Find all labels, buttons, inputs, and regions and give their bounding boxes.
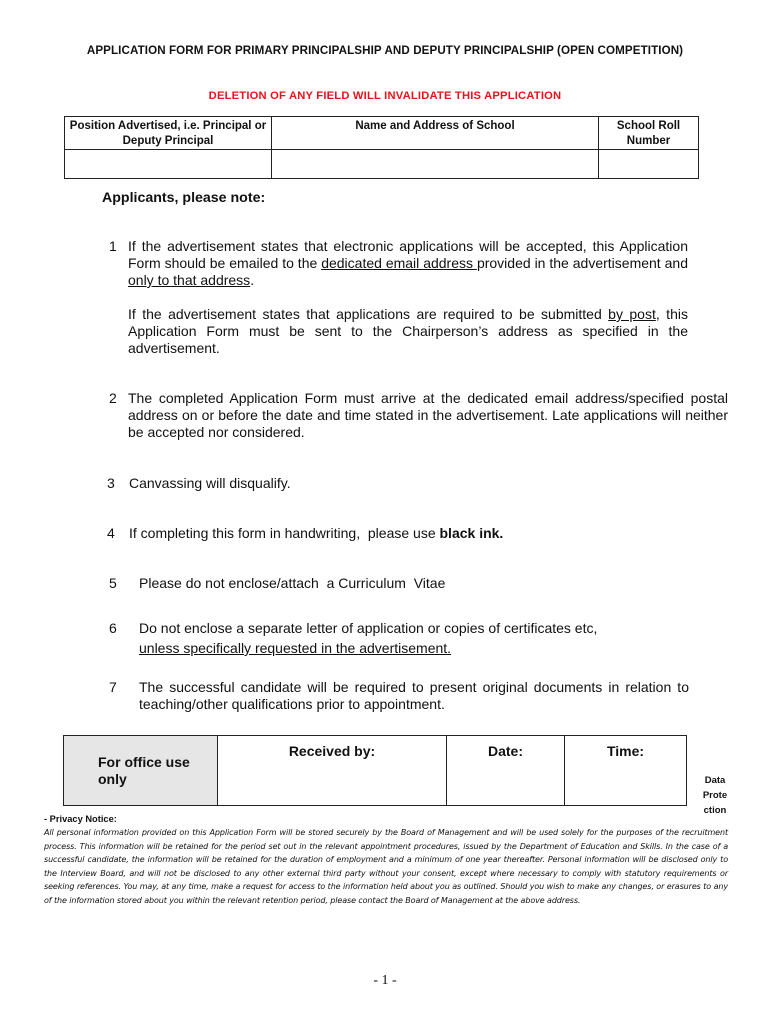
note-item-6-underlined: unless specifically requested in the advertisement. bbox=[139, 640, 452, 656]
date-field[interactable] bbox=[447, 736, 565, 806]
office-use-label: For office use only bbox=[64, 736, 218, 806]
school-roll-number-header: School Roll Number bbox=[599, 117, 699, 150]
form-title: APPLICATION FORM FOR PRIMARY PRINCIPALSHIP AND DEPUTY PRINCIPALSHIP (OPEN COMPETITION) bbox=[86, 44, 684, 57]
position-advertised-field[interactable] bbox=[65, 150, 272, 179]
school-name-address-field[interactable] bbox=[272, 150, 599, 179]
position-advertised-header: Position Advertised, i.e. Principal or Deputy Principal bbox=[65, 117, 272, 150]
school-roll-number-field[interactable] bbox=[599, 150, 699, 179]
note-number: 5 bbox=[109, 575, 117, 591]
position-table bbox=[64, 116, 699, 179]
received-by-label: Received by: bbox=[288, 743, 376, 759]
note-number: 4 bbox=[107, 525, 115, 541]
note-item-2: The completed Application Form must arrive at the dedicated email address/specified postal address on or before the date and time stated in the advertisement. Late applications will neither be accepted nor considered. bbox=[128, 390, 728, 440]
office-use-table bbox=[63, 735, 687, 806]
note-item-4: If completing this form in handwriting, please use black ink. bbox=[129, 525, 504, 541]
note-number: 3 bbox=[107, 475, 115, 491]
time-label: Time: bbox=[606, 743, 645, 759]
received-by-field[interactable] bbox=[218, 736, 447, 806]
note-item-1a: If the advertisement states that electronic applications will be accepted, this Application Form should be emailed to the dedicated email address provided in the advertisement and only to that address. bbox=[128, 238, 688, 288]
privacy-notice-text: All personal information provided on this Application Form will be stored securely by the Board of Management and will be used solely for the purposes of the recruitment process. This information will be retained for the period set out in the relevant appointment procedures, issued by the Department of Education and Skills. In the case of a successful candidate, the information will be retained for the duration of employment and a minimum of one year thereafter. Personal information will be disclosed only to the Interview Board, and will not be disclosed to any other external third party without your consent, except where necessary to comply with statutory requirements or seeking references. You may, at any time, make a request for access to the information held about you as outlined. Should you wish to make any changes, or erasures to any of the information stored about you within the relevant retention period, please contact the Board of Management at the above address. bbox=[44, 828, 728, 905]
school-name-address-header: Name and Address of School bbox=[272, 117, 599, 150]
data-protection-label: Data Prote ction bbox=[702, 775, 728, 816]
note-number: 6 bbox=[109, 620, 117, 636]
note-number: 2 bbox=[109, 390, 117, 406]
note-item-5: Please do not enclose/attach a Curriculum Vitae bbox=[139, 575, 446, 591]
note-number: 7 bbox=[109, 679, 117, 695]
privacy-notice-heading: - Privacy Notice: bbox=[44, 814, 117, 824]
time-field[interactable] bbox=[565, 736, 687, 806]
notes-heading: Applicants, please note: bbox=[102, 190, 266, 206]
note-item-6: Do not enclose a separate letter of application or copies of certificates etc, bbox=[139, 620, 598, 636]
note-number: 1 bbox=[109, 238, 117, 254]
date-label: Date: bbox=[487, 743, 523, 759]
note-item-7: The successful candidate will be required to present original documents in relation to teaching/other qualifications prior to appointment. bbox=[139, 679, 689, 712]
note-item-1b: If the advertisement states that applications are required to be submitted by post, this Application Form must be sent to the Chairperson’s address as specified in the advertisement. bbox=[128, 306, 688, 356]
note-item-3: Canvassing will disqualify. bbox=[129, 475, 291, 491]
page-number: - 1 - bbox=[373, 973, 397, 988]
deletion-warning: DELETION OF ANY FIELD WILL INVALIDATE THIS APPLICATION bbox=[208, 90, 562, 102]
